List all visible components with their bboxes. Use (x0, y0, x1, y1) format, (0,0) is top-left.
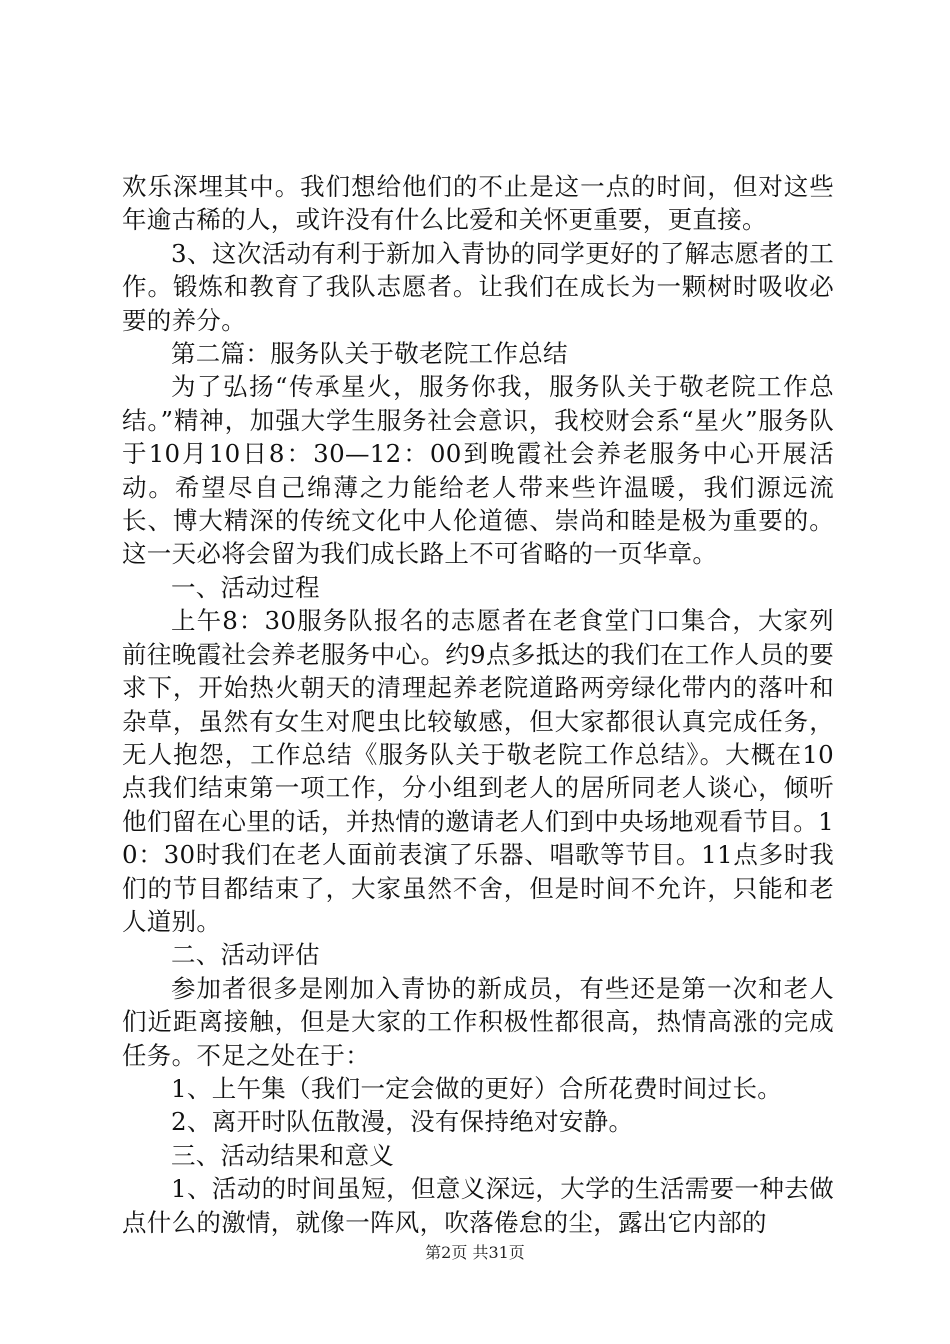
list-item: 1、上午集（我们一定会做的更好）合所花费时间过长。 (171, 1073, 783, 1103)
paragraph: 上午8：30服务队报名的志愿者在老食堂门口集合，大家列前往晚霞社会养老服务中心。约9点多抵达的我们在工作人员的要求下，开始热火朝天的清理起养老院道路两旁绿化带内的落叶和杂草，虽然有女生对爬虫比较敏感，但大家都很认真完成任务，无人抱怨，工作总结《服务队关于敬老院工作总结》。大概在10点我们结束第一项工作，分小组到老人的居所同老人谈心，倾听他们留在心里的话，并热情的邀请老人们到中央场地观看节目。10：30时我们在老人面前表演了乐器、唱歌等节目。11点多时我们的节目都结束了，大家虽然不舍，但是时间不允许，只能和老人道别。 (122, 606, 834, 936)
paragraph: 为了弘扬“传承星火，服务你我，服务队关于敬老院工作总结。”精神，加强大学生服务社会意识，我校财会系“星火”服务队于10月10日8：30—12：00到晚霞社会养老服务中心开展活动。希望尽自己绵薄之力能给老人带来些许温暖，我们源远流长、博大精深的传统文化中人伦道德、崇尚和睦是极为重要的。这一天必将会留为我们成长路上不可省略的一页华章。 (122, 372, 834, 569)
document-body (122, 170, 834, 1239)
page-number-footer: 第2页 共31页 (425, 1243, 525, 1262)
paragraph: 参加者很多是刚加入青协的新成员，有些还是第一次和老人们近距离接触，但是大家的工作积极性都很高，热情高涨的完成任务。不足之处在于： (122, 973, 834, 1070)
paragraph: 1、活动的时间虽短，但意义深远，大学的生活需要一种去做点什么的激情，就像一阵风，吹落倦怠的尘，露出它内部的 (122, 1174, 834, 1237)
paragraph: 欢乐深埋其中。我们想给他们的不止是这一点的时间，但对这些年逾古稀的人，或许没有什么比爱和关怀更重要，更直接。 (122, 172, 834, 235)
section-heading: 一、活动过程 (171, 572, 320, 602)
section-heading: 第二篇：服务队关于敬老院工作总结 (171, 339, 568, 369)
paragraph: 3、这次活动有利于新加入青协的同学更好的了解志愿者的工作。锻炼和教育了我队志愿者。让我们在成长为一颗树时吸收必要的养分。 (122, 238, 834, 335)
section-heading: 二、活动评估 (171, 940, 320, 970)
list-item: 2、离开时队伍散漫，没有保持绝对安静。 (171, 1107, 634, 1137)
section-heading: 三、活动结果和意义 (171, 1140, 395, 1170)
